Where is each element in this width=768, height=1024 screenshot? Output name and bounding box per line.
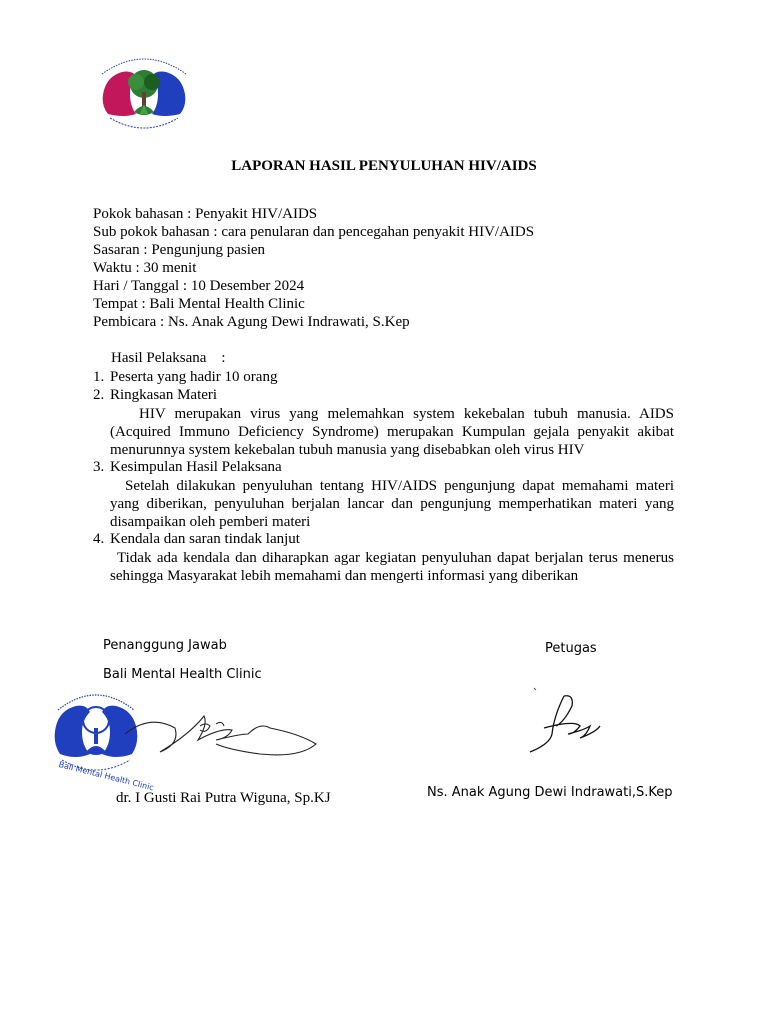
ringkasan-materi-text: HIV merupakan virus yang melemahkan system kekebalan tubuh manusia. AIDS (Acquired Immuno Deficiency Syndrome) merupakan Kumpulan gejala penyakit akibat menurunnya system kekebalan tubuh manusia yang disebabkan oleh virus HIV — [110, 406, 674, 458]
document-title: LAPORAN HASIL PENYULUHAN HIV/AIDS — [231, 158, 537, 174]
item-number: 1. — [93, 369, 105, 385]
info-sub-pokok-bahasan: Sub pokok bahasan : cara penularan dan pencegahan penyakit HIV/AIDS — [93, 224, 535, 240]
item-label-kesimpulan: Kesimpulan Hasil Pelaksana — [110, 459, 282, 475]
info-sasaran: Sasaran : Pengunjung pasien — [93, 242, 266, 258]
item-number: 2. — [93, 387, 105, 403]
penanggung-jawab-label: Penanggung Jawab — [103, 638, 227, 653]
item-number: 4. — [93, 531, 105, 547]
item-label-ringkasan: Ringkasan Materi — [110, 387, 218, 403]
kesimpulan-text: Setelah dilakukan penyuluhan tentang HIV/AIDS pengunjung dapat memahami materi yang diberikan, penyuluhan berjalan lancar dan pengunjung memperhatikan materi yang disampaikan oleh pemberi materi — [110, 478, 674, 530]
item-label-peserta: Peserta yang hadir 10 orang — [110, 369, 278, 385]
clinic-name-label: Bali Mental Health Clinic — [103, 667, 262, 682]
right-signature-icon — [524, 686, 614, 758]
kendala-text: Tidak ada kendala dan diharapkan agar kegiatan penyuluhan dapat berjalan terus menerus sehingga Masyarakat lebih memahami dan mengerti informasi yang diberikan — [110, 550, 674, 584]
right-signature — [524, 686, 614, 758]
info-pembicara: Pembicara : Ns. Anak Agung Dewi Indrawati, S.Kep — [93, 314, 410, 330]
petugas-label: Petugas — [545, 641, 597, 656]
left-signature — [120, 704, 320, 764]
item-number: 3. — [93, 459, 105, 475]
bali-mental-health-clinic-logo-icon — [96, 52, 192, 132]
item-label-kendala: Kendala dan saran tindak lanjut — [110, 531, 300, 547]
info-pokok-bahasan: Pokok bahasan : Penyakit HIV/AIDS — [93, 206, 318, 222]
stamp-text: Bali Mental Health Clinic — [57, 760, 155, 793]
right-signatory-name: Ns. Anak Agung Dewi Indrawati,S.Kep — [427, 785, 673, 800]
clinic-logo — [96, 52, 192, 132]
info-tempat: Tempat : Bali Mental Health Clinic — [93, 296, 305, 312]
left-signatory-name: dr. I Gusti Rai Putra Wiguna, Sp.KJ — [116, 790, 331, 806]
info-hari-tanggal: Hari / Tanggal : 10 Desember 2024 — [93, 278, 305, 294]
info-waktu: Waktu : 30 menit — [93, 260, 197, 276]
hasil-pelaksana-heading: Hasil Pelaksana : — [111, 350, 226, 366]
left-signature-icon — [120, 704, 320, 764]
